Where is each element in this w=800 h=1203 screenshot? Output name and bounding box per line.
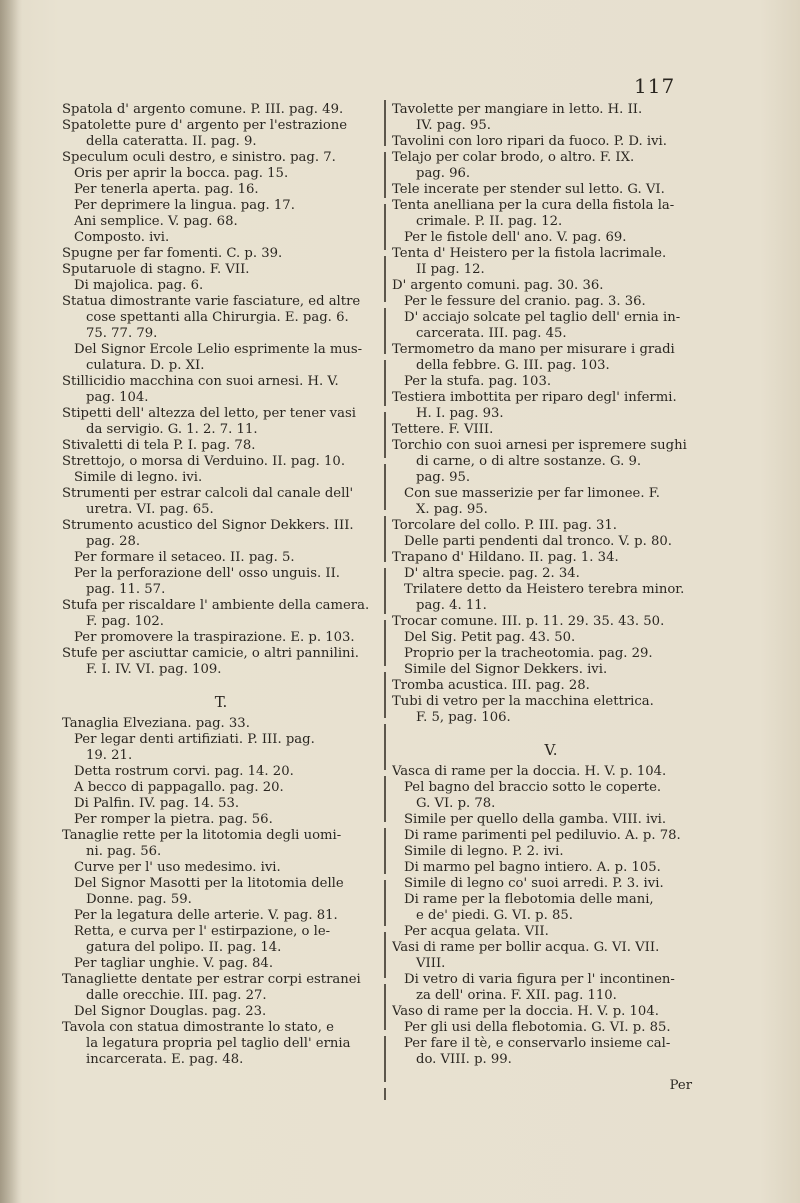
- index-entry-line: della febbre. G. III. pag. 103.: [416, 358, 610, 373]
- index-entry-line: G. VI. p. 78.: [416, 796, 496, 811]
- index-entry-line: crimale. P. II. pag. 12.: [416, 214, 563, 229]
- index-entry-line: Torcolare del collo. P. III. pag. 31.: [392, 518, 617, 533]
- index-entry-line: Tavolini con loro ripari da fuoco. P. D. ivi.: [392, 134, 667, 149]
- index-entry-line: della cateratta. II. pag. 9.: [86, 134, 257, 149]
- index-entry-line: Strumenti per estrar calcoli dal canale dell': [62, 486, 354, 501]
- index-entry-line: Stipetti dell' altezza del letto, per tener vasi: [62, 406, 356, 421]
- right-column: [392, 102, 710, 1094]
- index-entry-line: Per le fistole dell' ano. V. pag. 69.: [404, 230, 627, 245]
- index-entry-line: Di rame per la flebotomia delle mani,: [404, 892, 654, 907]
- index-entry-line: Tenta anelliana per la cura della fistola la-: [392, 198, 675, 213]
- index-entry-line: culatura. D. p. XI.: [86, 358, 205, 373]
- index-entry-line: Statua dimostrante varie fasciature, ed altre: [62, 294, 361, 309]
- index-entry-line: Con sue masserizie per far limonee. F.: [404, 486, 660, 501]
- index-entry-line: Retta, e curva per l' estirpazione, o le-: [74, 924, 331, 939]
- index-entry-line: Curve per l' uso medesimo. ivi.: [74, 860, 281, 875]
- index-entry-line: Per fare il tè, e conservarlo insieme cal-: [404, 1036, 671, 1051]
- index-entry-line: Stivaletti di tela P. I. pag. 78.: [62, 438, 256, 453]
- index-entry-line: pag. 95.: [416, 470, 471, 485]
- index-entry-line: Per legar denti artifiziati. P. III. pag.: [74, 732, 315, 747]
- index-entry-line: Per promovere la traspirazione. E. p. 103.: [74, 630, 355, 645]
- index-entry-line: Per la stufa. pag. 103.: [404, 374, 552, 389]
- index-entry-line: Speculum oculi destro, e sinistro. pag. 7.: [62, 150, 336, 165]
- index-entry-line: cose spettanti alla Chirurgia. E. pag. 6.: [86, 310, 349, 325]
- index-entry-line: Proprio per la tracheotomia. pag. 29.: [404, 646, 653, 661]
- index-entry-line: dalle orecchie. III. pag. 27.: [86, 988, 267, 1003]
- left-column: [62, 102, 380, 1068]
- index-entry-line: la legatura propria pel taglio dell' ernia: [86, 1036, 351, 1051]
- index-entry-line: ni. pag. 56.: [86, 844, 162, 859]
- index-entry-line: pag. 4. 11.: [416, 598, 487, 613]
- index-entry-line: Per gli usi della flebotomia. G. VI. p. 85.: [404, 1020, 671, 1035]
- index-entry-line: X. pag. 95.: [416, 502, 488, 517]
- index-entry-line: za dell' orina. F. XII. pag. 110.: [416, 988, 617, 1003]
- index-entry-line: D' acciajo solcate pel taglio dell' ernia in-: [404, 310, 681, 325]
- index-entry-line: Spatola d' argento comune. P. III. pag. 49.: [62, 102, 344, 117]
- page-number: 117: [634, 74, 676, 98]
- index-entry-line: Per formare il setaceo. II. pag. 5.: [74, 550, 295, 565]
- index-entry-line: Tavola con statua dimostrante lo stato, e: [62, 1020, 334, 1035]
- index-entry-line: Simile di legno. ivi.: [74, 470, 203, 485]
- index-entry-line: uretra. VI. pag. 65.: [86, 502, 214, 517]
- index-entry-line: D' argento comuni. pag. 30. 36.: [392, 278, 604, 293]
- index-entry-line: carcerata. III. pag. 45.: [416, 326, 567, 341]
- index-entry-line: do. VIII. p. 99.: [416, 1052, 512, 1067]
- index-entry-line: Strettojo, o morsa di Verduino. II. pag. 10.: [62, 454, 346, 469]
- index-entry-line: Sputaruole di stagno. F. VII.: [62, 262, 250, 277]
- index-entry-line: Simile per quello della gamba. VIII. ivi.: [404, 812, 667, 827]
- index-entry-line: D' altra specie. pag. 2. 34.: [404, 566, 580, 581]
- index-entry-line: Strumento acustico del Signor Dekkers. III.: [62, 518, 354, 533]
- index-entry-line: 19. 21.: [86, 748, 133, 763]
- index-entry-line: Tubi di vetro per la macchina elettrica.: [392, 694, 654, 709]
- index-entry-line: Torchio con suoi arnesi per ispremere sughi: [392, 438, 687, 453]
- index-entry-line: Oris per aprir la bocca. pag. 15.: [74, 166, 289, 181]
- section-letter: T.: [214, 694, 228, 710]
- index-entry-line: Per la legatura delle arterie. V. pag. 81.: [74, 908, 338, 923]
- index-entry-line: F. 5, pag. 106.: [416, 710, 511, 725]
- index-entry-line: Pel bagno del braccio sotto le coperte.: [404, 780, 662, 795]
- index-entry-line: Vasi di rame per bollir acqua. G. VI. VII.: [392, 940, 660, 955]
- index-entry-line: Vaso di rame per la doccia. H. V. p. 104.: [392, 1004, 659, 1019]
- section-letter: V.: [544, 742, 558, 758]
- index-entry-line: IV. pag. 95.: [416, 118, 491, 133]
- index-entry-line: Tanaglia Elveziana. pag. 33.: [62, 716, 250, 731]
- index-entry-line: di carne, o di altre sostanze. G. 9.: [416, 454, 642, 469]
- index-entry-line: Stillicidio macchina con suoi arnesi. H. V.: [62, 374, 339, 389]
- index-entry-line: Per tenerla aperta. pag. 16.: [74, 182, 259, 197]
- index-entry-line: e de' piedi. G. VI. p. 85.: [416, 908, 573, 923]
- index-entry-line: Detta rostrum corvi. pag. 14. 20.: [74, 764, 294, 779]
- index-entry-line: gatura del polipo. II. pag. 14.: [86, 940, 282, 955]
- index-entry-line: incarcerata. E. pag. 48.: [86, 1052, 244, 1067]
- index-entry-line: Ani semplice. V. pag. 68.: [74, 214, 238, 229]
- index-entry-line: Tromba acustica. III. pag. 28.: [392, 678, 590, 693]
- index-entry-line: Stufa per riscaldare l' ambiente della camera.: [62, 598, 370, 613]
- index-entry-line: F. pag. 102.: [86, 614, 164, 629]
- index-entry-line: Trapano d' Hildano. II. pag. 1. 34.: [392, 550, 619, 565]
- index-entry-line: Di marmo pel bagno intiero. A. p. 105.: [404, 860, 661, 875]
- index-entry-line: Tenta d' Heistero per la fistola lacrimale.: [392, 246, 667, 261]
- index-entry-line: Del Signor Douglas. pag. 23.: [74, 1004, 267, 1019]
- index-entry-line: Di majolica. pag. 6.: [74, 278, 204, 293]
- index-entry-line: da servigio. G. 1. 2. 7. 11.: [86, 422, 258, 437]
- index-entry-line: II pag. 12.: [416, 262, 485, 277]
- index-entry-line: Stufe per asciuttar camicie, o altri pannilini.: [62, 646, 359, 661]
- index-entry-line: Del Signor Ercole Lelio esprimente la mus-: [74, 342, 363, 357]
- index-entry-line: Trocar comune. III. p. 11. 29. 35. 43. 50.: [392, 614, 665, 629]
- gutter-shadow: [0, 0, 22, 1203]
- index-entry-line: Donne. pag. 59.: [86, 892, 192, 907]
- index-entry-line: Per acqua gelata. VII.: [404, 924, 549, 939]
- catchword: Per: [669, 1078, 692, 1093]
- index-entry-line: Di vetro di varia figura per l' incontinen-: [404, 972, 675, 987]
- index-entry-line: Spugne per far fomenti. C. p. 39.: [62, 246, 283, 261]
- index-entry-line: pag. 96.: [416, 166, 471, 181]
- index-entry-line: VIII.: [416, 956, 446, 971]
- column-rule: [384, 100, 386, 1100]
- index-entry-line: Di Palfin. IV. pag. 14. 53.: [74, 796, 240, 811]
- index-entry-line: Per deprimere la lingua. pag. 17.: [74, 198, 295, 213]
- index-entry-line: A becco di pappagallo. pag. 20.: [74, 780, 284, 795]
- index-entry-line: pag. 28.: [86, 534, 141, 549]
- index-entry-line: Per romper la pietra. pag. 56.: [74, 812, 273, 827]
- index-entry-line: Tele incerate per stender sul letto. G. VI.: [392, 182, 665, 197]
- index-entry-line: Del Sig. Petit pag. 43. 50.: [404, 630, 576, 645]
- index-entry-line: pag. 104.: [86, 390, 149, 405]
- index-entry-line: Per la perforazione dell' osso unguis. II.: [74, 566, 340, 581]
- index-entry-line: Termometro da mano per misurare i gradi: [392, 342, 675, 357]
- index-entry-line: Tanagliette dentate per estrar corpi estranei: [62, 972, 361, 987]
- index-entry-line: F. I. IV. VI. pag. 109.: [86, 662, 222, 677]
- index-entry-line: Simile di legno co' suoi arredi. P. 3. ivi.: [404, 876, 664, 891]
- index-entry-line: Per tagliar unghie. V. pag. 84.: [74, 956, 274, 971]
- index-entry-line: Spatolette pure d' argento per l'estrazione: [62, 118, 348, 133]
- index-entry-line: Delle parti pendenti dal tronco. V. p. 80.: [404, 534, 672, 549]
- index-entry-line: 75. 77. 79.: [86, 326, 158, 341]
- index-entry-line: Per le fessure del cranio. pag. 3. 36.: [404, 294, 646, 309]
- index-entry-line: Di rame parimenti pel pediluvio. A. p. 78.: [404, 828, 681, 843]
- index-entry-line: Vasca di rame per la doccia. H. V. p. 104.: [392, 764, 667, 779]
- index-entry-line: H. I. pag. 93.: [416, 406, 504, 421]
- index-entry-line: Trilatere detto da Heistero terebra minor.: [404, 582, 685, 597]
- index-entry-line: Testiera imbottita per riparo degl' infermi.: [392, 390, 677, 405]
- index-entry-line: Simile del Signor Dekkers. ivi.: [404, 662, 608, 677]
- index-entry-line: pag. 11. 57.: [86, 582, 166, 597]
- index-entry-line: Del Signor Masotti per la litotomia delle: [74, 876, 344, 891]
- index-entry-line: Composto. ivi.: [74, 230, 170, 245]
- index-entry-line: Tettere. F. VIII.: [392, 422, 494, 437]
- index-entry-line: Tavolette per mangiare in letto. H. II.: [392, 102, 643, 117]
- index-entry-line: Simile di legno. P. 2. ivi.: [404, 844, 564, 859]
- index-entry-line: Telajo per colar brodo, o altro. F. IX.: [392, 150, 635, 165]
- index-entry-line: Tanaglie rette per la litotomia degli uomi-: [62, 828, 342, 843]
